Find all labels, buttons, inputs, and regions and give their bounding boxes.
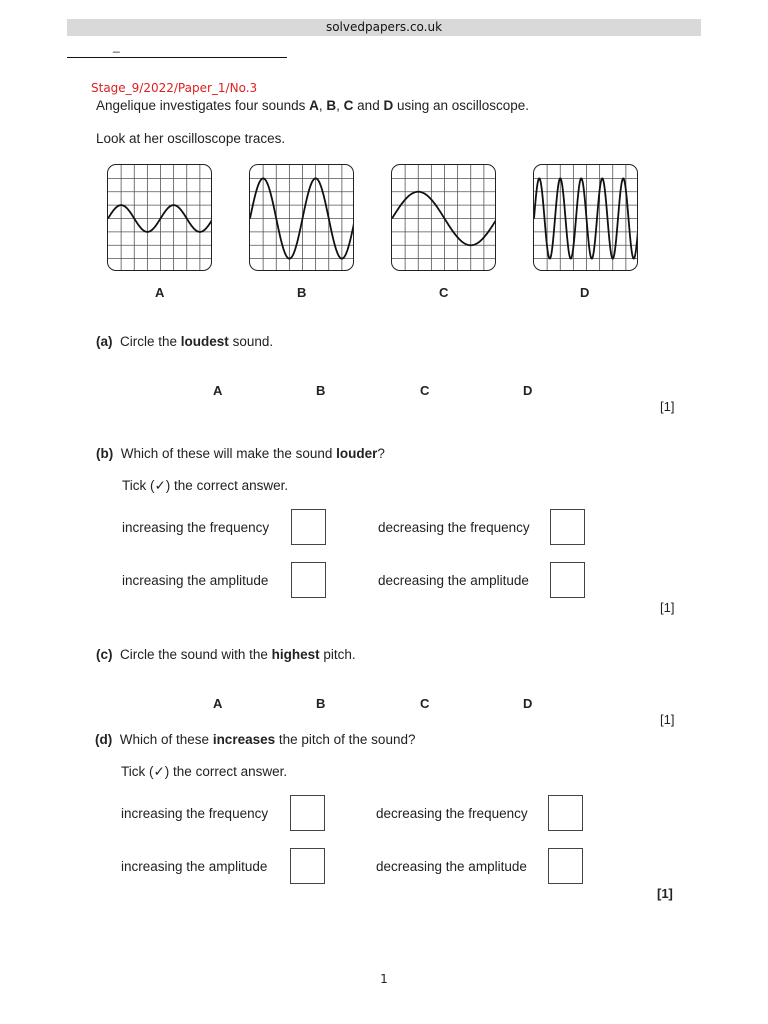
part-b-pre: Which of these will make the sound (120, 446, 337, 461)
part-b-choice-dec-amp: decreasing the amplitude (378, 573, 529, 588)
trace-label-b: B (297, 285, 307, 300)
part-c-post: pitch. (319, 647, 356, 662)
part-d-post: the pitch of the sound? (275, 732, 416, 747)
part-b-bold: louder (336, 446, 378, 461)
intro-comma-1: , (318, 98, 327, 113)
intro-post: using an oscilloscope. (393, 98, 530, 113)
part-d-tickbox-inc-amp[interactable] (290, 848, 325, 884)
name-underline (67, 57, 287, 58)
part-a-post: sound. (228, 334, 274, 349)
scope-b (249, 164, 354, 271)
trace-label-c: C (439, 285, 449, 300)
part-d-marks: [1] (657, 886, 673, 901)
part-c-option-a[interactable]: A (213, 696, 223, 711)
part-a-option-c[interactable]: C (420, 383, 430, 398)
part-c-question (96, 647, 356, 662)
part-b-post: ? (377, 446, 385, 461)
part-a-question (96, 334, 273, 349)
part-b-question (96, 446, 385, 461)
page-number: 1 (380, 972, 388, 986)
intro-sound-d: D (383, 98, 394, 113)
part-b-choice-inc-freq: increasing the frequency (122, 520, 270, 535)
part-a-bold: loudest (180, 334, 229, 349)
look-text: Look at her oscilloscope traces. (96, 131, 286, 146)
part-c-bold: highest (271, 647, 320, 662)
part-d-tickbox-dec-freq[interactable] (548, 795, 583, 831)
part-c-letter: (c) (96, 647, 113, 662)
part-b-choice-dec-freq: decreasing the frequency (378, 520, 530, 535)
part-a-option-d[interactable]: D (523, 383, 533, 398)
intro-sound-a: A (309, 98, 319, 113)
part-c-marks: [1] (660, 712, 675, 727)
question-reference: Stage_9/2022/Paper_1/No.3 (91, 81, 258, 95)
part-c-option-c[interactable]: C (420, 696, 430, 711)
part-a-option-a[interactable]: A (213, 383, 223, 398)
part-c-option-b[interactable]: B (316, 696, 326, 711)
part-d-pre: Which of these (119, 732, 213, 747)
intro-sound-b: B (326, 98, 337, 113)
part-d-choice-dec-freq: decreasing the frequency (376, 806, 528, 821)
scope-a (107, 164, 212, 271)
trace-b-svg (250, 165, 354, 271)
trace-label-d: D (580, 285, 590, 300)
intro-pre: Angelique investigates four sounds (96, 98, 310, 113)
trace-c-svg (392, 165, 496, 271)
part-a-pre: Circle the (120, 334, 181, 349)
part-b-choice-inc-amp: increasing the amplitude (122, 573, 269, 588)
part-d-tickbox-inc-freq[interactable] (290, 795, 325, 831)
part-d-bold: increases (212, 732, 276, 747)
site-header-bar (67, 19, 701, 36)
trace-d-svg (534, 165, 638, 271)
name-dash: _ (113, 39, 120, 53)
part-a-option-b[interactable]: B (316, 383, 326, 398)
part-c-pre: Circle the sound with the (120, 647, 272, 662)
part-b-tickbox-dec-freq[interactable] (550, 509, 585, 545)
part-b-tickbox-dec-amp[interactable] (550, 562, 585, 598)
part-d-choice-inc-freq: increasing the frequency (121, 806, 269, 821)
site-name: solvedpapers.co.uk (325, 20, 443, 34)
part-a-marks: [1] (660, 399, 675, 414)
part-b-letter: (b) (96, 446, 114, 461)
part-d-choice-dec-amp: decreasing the amplitude (376, 859, 527, 874)
intro-and: and (353, 98, 384, 113)
scope-c (391, 164, 496, 271)
part-d-tickbox-dec-amp[interactable] (548, 848, 583, 884)
intro-sound-c: C (343, 98, 354, 113)
part-d-letter: (d) (95, 732, 113, 747)
part-b-marks: [1] (660, 600, 675, 615)
intro-text (96, 98, 529, 113)
part-d-choice-inc-amp: increasing the amplitude (121, 859, 268, 874)
trace-a-svg (108, 165, 212, 271)
scope-d (533, 164, 638, 271)
part-b-tickbox-inc-freq[interactable] (291, 509, 326, 545)
part-c-option-d[interactable]: D (523, 696, 533, 711)
part-b-tickbox-inc-amp[interactable] (291, 562, 326, 598)
part-d-question (95, 732, 415, 747)
trace-label-a: A (155, 285, 165, 300)
part-a-letter: (a) (96, 334, 113, 349)
intro-comma-2: , (336, 98, 344, 113)
part-d-instruction: Tick (✓) the correct answer. (121, 764, 288, 779)
part-b-instruction: Tick (✓) the correct answer. (122, 478, 289, 493)
